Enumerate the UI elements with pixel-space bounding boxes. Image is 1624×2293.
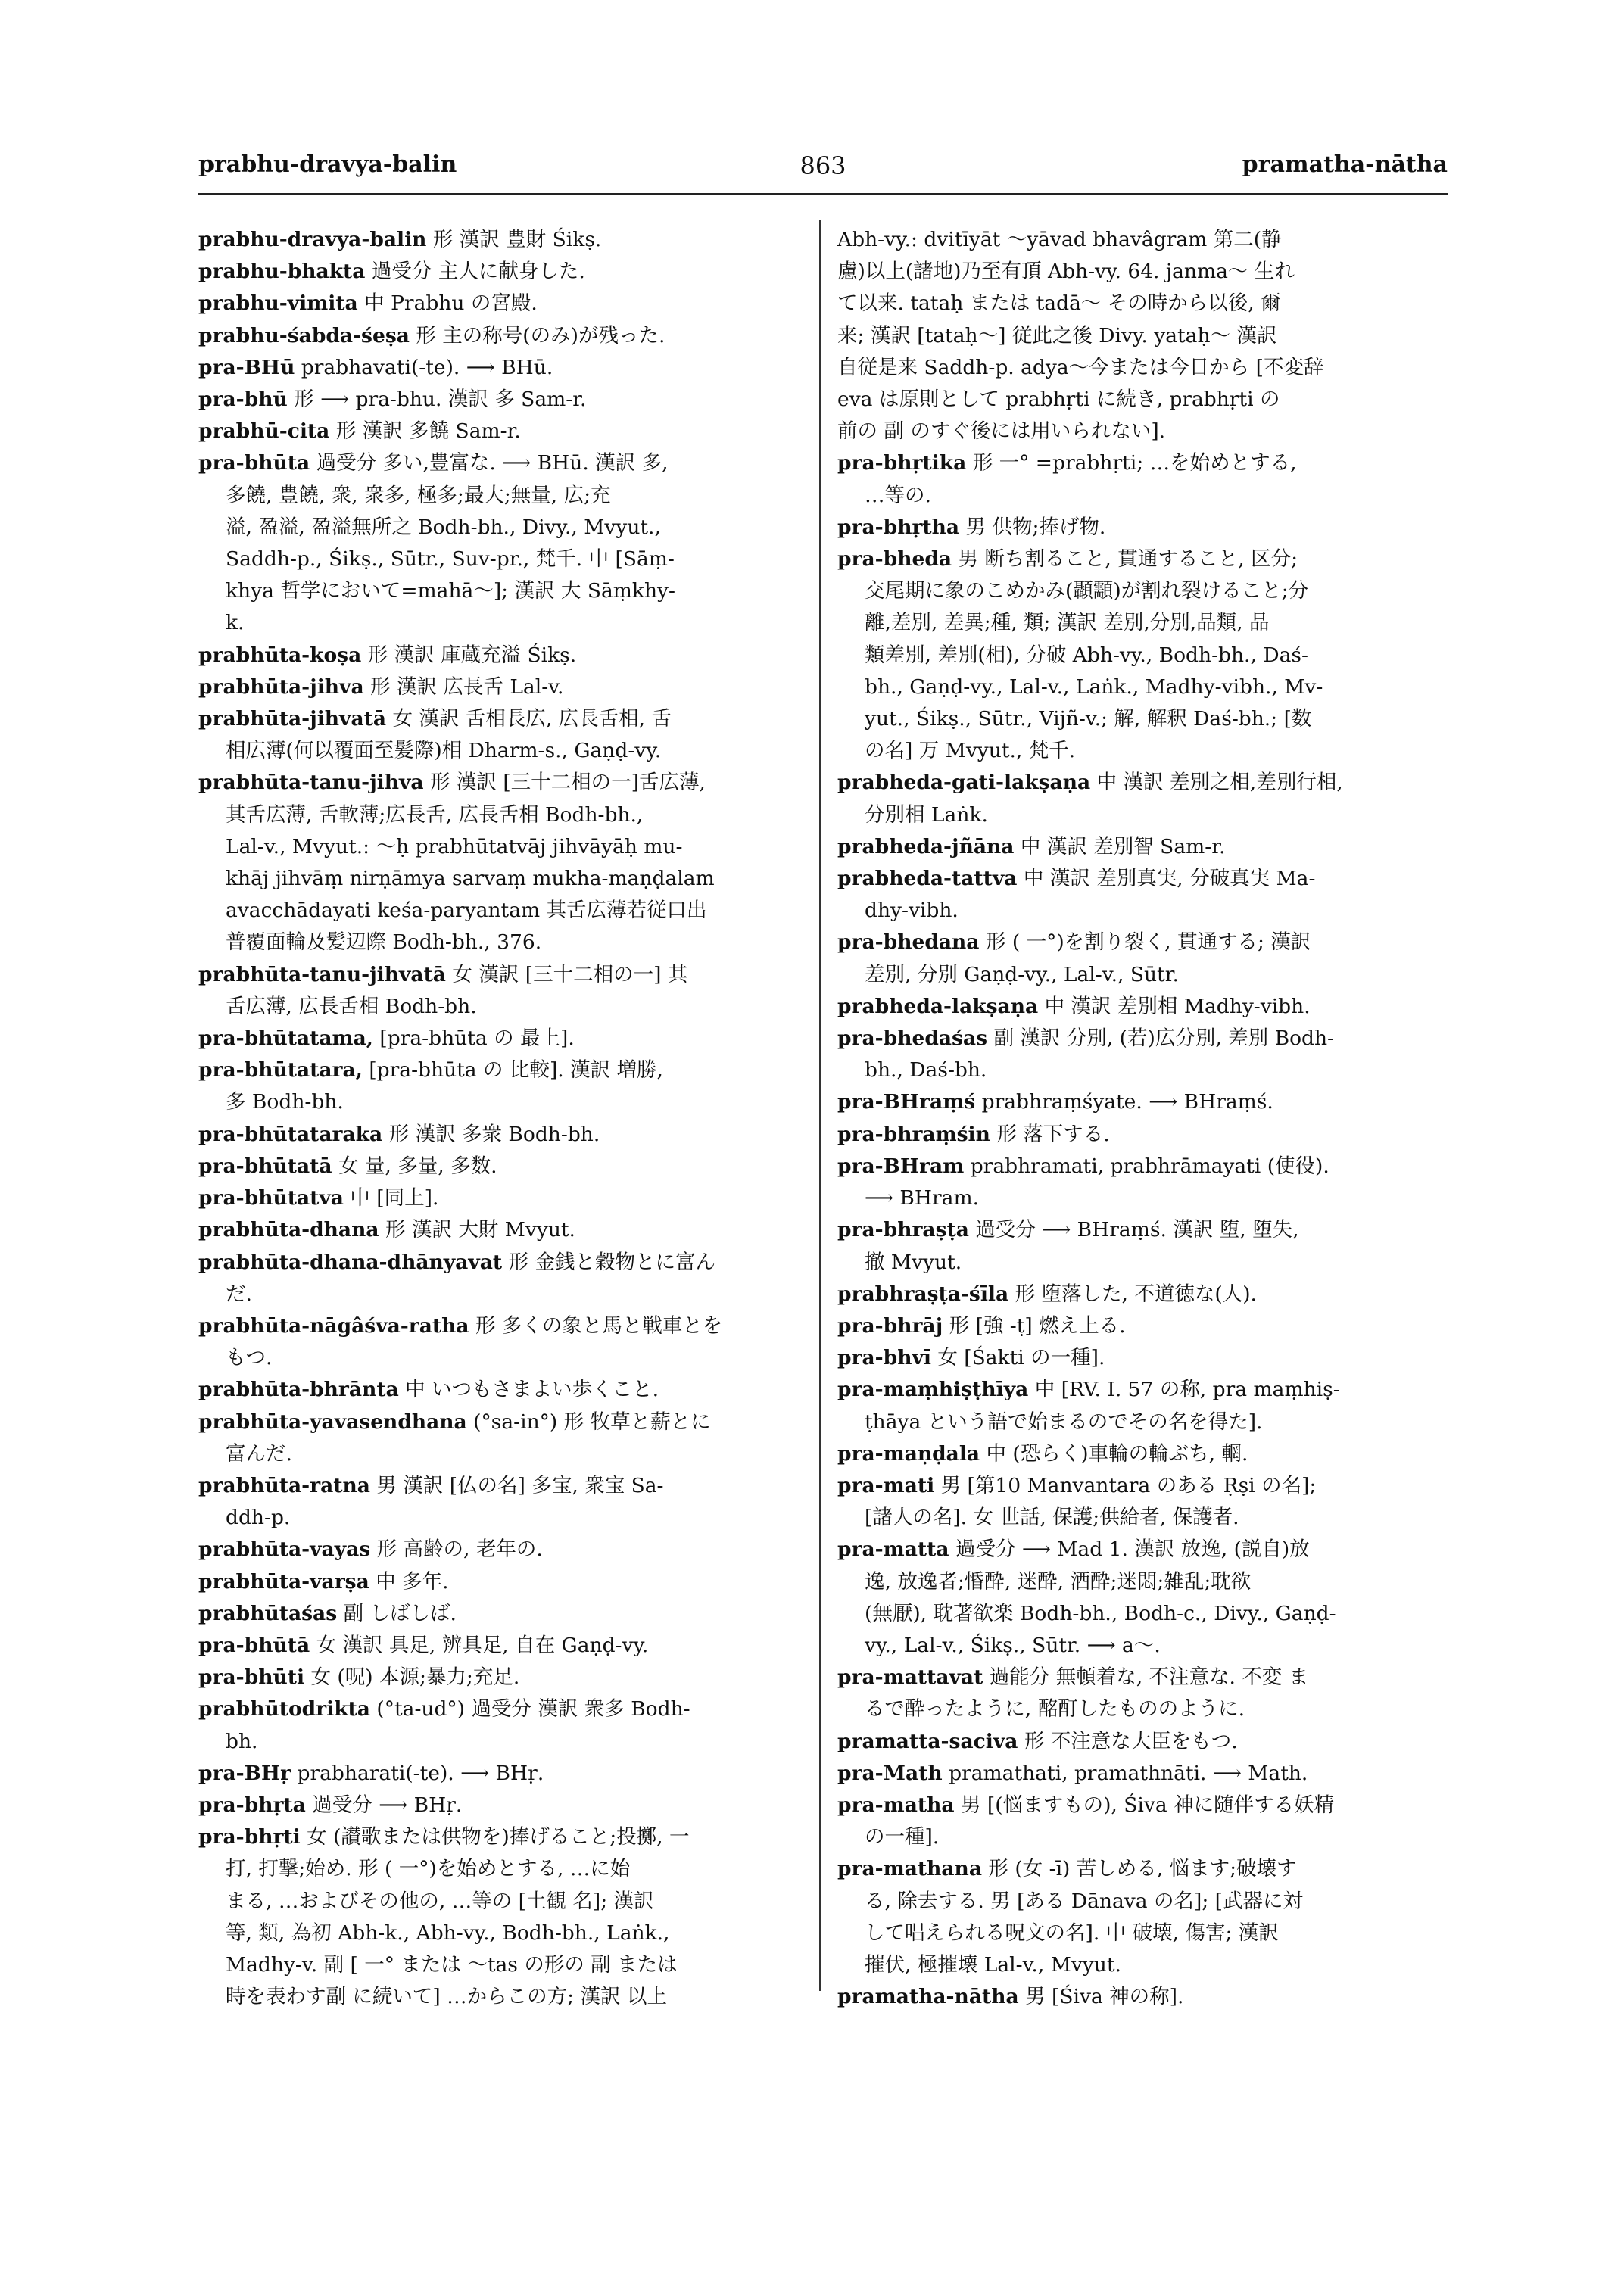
entry-headword: pra-maṃhiṣṭhīya (837, 1378, 1029, 1402)
entry-headword: prabhraṣṭa-śīla (837, 1282, 1009, 1306)
entry-headword: prabheda-jñāna (837, 834, 1015, 858)
entry-headword: pra-bhūtatara, (198, 1058, 363, 1083)
entry-definition: 中 Prabhu の宮殿. (357, 291, 538, 316)
entry-definition: 過能分 無頓着な, 不注意な. 不変 ま るで酔ったように, 酩酊したもののように. (865, 1665, 1309, 1721)
dictionary-entry (198, 1182, 804, 1214)
entry-headword: prabhūta-dhana (198, 1218, 379, 1242)
entry-definition: 中 (恐らく)車輪の輪ぶち, 輞. (980, 1441, 1248, 1466)
entry-definition: 形 高齢の, 老年の. (370, 1537, 543, 1562)
entry-definition: 男 供物;捧げ物. (959, 515, 1106, 539)
entry-definition: 形 漢訳 豊財 Śikṣ. (426, 228, 602, 251)
entry-definition: 中 いつもさまよい歩くこと. (398, 1378, 659, 1402)
dictionary-entry (198, 1310, 804, 1374)
entry-definition: 形 [強 -ṭ] 燃え上る. (943, 1313, 1126, 1338)
header-right-guide-word: pramatha-nātha (1242, 151, 1448, 178)
dictionary-entry (198, 1598, 804, 1630)
entry-headword: pra-mathana (837, 1857, 982, 1881)
entry-headword: prabhūta-dhana-dhānyavat (198, 1250, 503, 1274)
entry-headword: prabhūta-yavasendhana (198, 1410, 467, 1434)
entry-definition: 男 断ち割ること, 貫通すること, 区分; 交尾期に象のこめかみ(顳顬)が割れ裂けること;分 離,差別, 差異;種, 類; 漢訳 差別,分別,品類, 品 類差別, 差別(相), 分破 Abh-vy., Bodh-bh., Daś- bh., Gaṇḍ-vy., Lal-v., Laṅk., Madhy-vibh., Mv- yut., Śikṣ., Sūtr., Vijñ-v.; 解, 解釈 Daś-bh.; [数 の名] 万 Mvyut., 梵千. (865, 547, 1323, 763)
entry-headword: pra-bhūtatā (198, 1154, 332, 1178)
entry-headword: pra-bhraṣṭa (837, 1218, 969, 1242)
entry-headword: pra-matta (837, 1537, 949, 1562)
entry-definition: pramathati, pramathnāti. ⟶ Math. (942, 1761, 1308, 1785)
entry-definition: 形 多くの象と馬と戦車とを もつ. (226, 1313, 723, 1370)
dictionary-entry (837, 224, 1448, 447)
dictionary-entry (198, 288, 804, 319)
dictionary-entry (837, 1342, 1448, 1374)
right-column (837, 224, 1448, 2013)
dictionary-entry (198, 1821, 804, 2013)
dictionary-entry (198, 1790, 804, 1821)
dictionary-entry (837, 1853, 1448, 1981)
entry-definition: 形 落下する. (990, 1122, 1110, 1146)
entry-headword: pra-bhūtā (198, 1633, 310, 1657)
entry-definition: 形 漢訳 多饒 Sam-r. (329, 419, 521, 444)
entry-definition: 女 量, 多量, 多数. (332, 1154, 497, 1178)
entry-definition: 男 [Śiva 神の称]. (1018, 1985, 1184, 2009)
dictionary-entry (837, 927, 1448, 990)
dictionary-entry (837, 1981, 1448, 2013)
entry-headword: pra-bhṛti (198, 1825, 301, 1849)
dictionary-entry (837, 1086, 1448, 1118)
entry-headword: prabhūta-jihvatā (198, 707, 387, 731)
page-number: 863 (800, 151, 846, 180)
entry-headword: pra-bhedaśas (837, 1027, 988, 1051)
entry-definition: [pra-bhūta の 最上]. (372, 1027, 575, 1051)
entry-definition: 男 [(悩ますもの), Śiva 神に随伴する妖精 の一種]. (865, 1793, 1335, 1849)
entry-definition: 形 (女 -ī) 苦しめる, 悩ます;破壊す る, 除去する. 男 [ある Dānava の名]; [武器に対 して唱えられる呪文の名]. 中 破壊, 傷害; 漢訳 摧伏, 極摧壊 Lal-v., Mvyut. (865, 1857, 1304, 1977)
entry-headword: pra-bhū (198, 388, 288, 412)
entry-definition: [pra-bhūta の 比較]. 漢訳 増勝, 多 Bodh-bh. (226, 1058, 663, 1114)
dictionary-entry (837, 1438, 1448, 1470)
entry-headword: pra-bhṛtika (837, 451, 967, 475)
entry-headword: pra-bhṛtha (837, 515, 960, 539)
entry-headword: prabhūta-jihva (198, 675, 364, 699)
dictionary-entry (198, 671, 804, 703)
entry-headword: prabhū-cita (198, 419, 330, 444)
dictionary-entry (837, 1470, 1448, 1534)
column-divider (819, 220, 821, 1991)
entry-headword: prabhūtaśas (198, 1601, 338, 1625)
entry-definition: prabhramati, prabhrāmayati (使役). ⟶ BHram. (865, 1154, 1329, 1210)
entry-headword: pramatta-saciva (837, 1729, 1018, 1753)
entry-headword: prabhu-bhakta (198, 260, 366, 284)
entry-headword: pra-Math (837, 1761, 943, 1785)
dictionary-entry (198, 1630, 804, 1662)
entry-definition: 女 (讃歌または供物を)捧げること;投擲, 一 打, 打撃;始め. 形 ( 一°)を始めとする, …に始 まる, …およびその他の, …等の [土観 名]; 漢訳 等, 類, 為初 Abh-k., Abh-vy., Bodh-bh., Laṅk., Madhy-v. 副 [ 一° または ～tas の形の 副 または 時を表わす副 に続いて] …からこの方; 漢訳 以上 (226, 1825, 690, 2009)
dictionary-entry (198, 256, 804, 288)
entry-headword: prabhūta-vayas (198, 1537, 371, 1562)
entry-headword: pra-bhūtatva (198, 1186, 344, 1210)
entry-definition: 形 漢訳 広長舌 Lal-v. (363, 675, 564, 699)
dictionary-entry (198, 1374, 804, 1406)
entry-definition: Abh-vy.: dvitīyāt ～yāvad bhavâgram 第二(静 慮)以上(諸地)乃至有頂 Abh-vy. 64. janma～ 生れ て以来. tataḥ または tadā～ その時から以後, 爾 来; 漢訳 [tataḥ～] 従此之後 Divy. yataḥ～ 漢訳 自従是来 Saddh-p. adya～今または今日から [不変辞 eva は原則として prabhṛti に続き, prabhṛti の 前の 副 のすぐ後には用いられない]. (837, 228, 1324, 444)
entry-headword: pra-bhūtatama, (198, 1027, 373, 1051)
dictionary-entry (837, 1119, 1448, 1151)
dictionary-entry (837, 512, 1448, 544)
dictionary-entry (198, 1758, 804, 1790)
entry-definition: 過受分 ⟶ Mad 1. 漢訳 放逸, (説自)放 逸, 放逸者;惛酔, 迷酔, 酒酔;迷悶;雑乱;耽欲 (無厭), 耽著欲楽 Bodh-bh., Bodh-c., Divy., Gaṇḍ- vy., Lal-v., Śikṣ., Sūtr. ⟶ a～. (865, 1537, 1336, 1657)
entry-definition: 形 不注意な大臣をもつ. (1018, 1729, 1238, 1753)
entry-headword: pra-bhedana (837, 930, 980, 955)
entry-definition: 男 [第10 Manvantara のある Ṛṣi の名]; [諸人の名]. 女 世話, 保護;供給者, 保護者. (865, 1473, 1317, 1530)
entry-headword: prabhūta-tanu-jihva (198, 771, 424, 795)
dictionary-entry (837, 1023, 1448, 1086)
dictionary-entry (837, 1214, 1448, 1278)
entry-headword: prabhūta-nāgâśva-ratha (198, 1313, 469, 1338)
entry-headword: pra-mattavat (837, 1665, 983, 1690)
dictionary-entry (198, 1055, 804, 1118)
entry-headword: prabheda-gati-lakṣaṇa (837, 771, 1091, 795)
dictionary-entry (198, 1566, 804, 1598)
entry-definition: 形 漢訳 [三十二相の一]舌広薄, 其舌広薄, 舌軟薄;広長舌, 広長舌相 Bodh-bh., Lal-v., Mvyut.: ～ḥ prabhūtatvāj jihvāyāḥ mu- khāj jihvāṃ nirṇāmya sarvaṃ mukha-maṇḍalam avacchādayati keśa-paryantam 其舌広薄若従口出 普覆面輪及髪辺際 Bodh-bh., 376. (226, 771, 715, 955)
dictionary-entry (198, 1214, 804, 1246)
dictionary-entry (837, 447, 1448, 511)
dictionary-entry (198, 224, 804, 256)
dictionary-entry (837, 1758, 1448, 1790)
dictionary-entry (837, 1374, 1448, 1438)
entry-definition: 女 漢訳 具足, 辨具足, 自在 Gaṇḍ-vy. (310, 1633, 649, 1657)
left-column (198, 224, 804, 2013)
dictionary-entry (837, 1310, 1448, 1342)
dictionary-entry (198, 1693, 804, 1757)
entry-headword: pra-bhvī (837, 1346, 931, 1370)
entry-definition: 中 漢訳 差別相 Madhy-vibh. (1038, 994, 1311, 1018)
entry-headword: pra-bhūta (198, 451, 310, 475)
entry-headword: pramatha-nātha (837, 1985, 1019, 2009)
entry-headword: pra-bheda (837, 547, 952, 572)
entry-definition: prabharati(-te). ⟶ BHṛ. (291, 1761, 544, 1785)
entry-definition: 中 漢訳 差別之相,差別行相, 分別相 Laṅk. (865, 771, 1343, 827)
dictionary-entry (198, 320, 804, 352)
entry-headword: pra-bhraṃśin (837, 1122, 990, 1146)
dictionary-entry (198, 640, 804, 671)
entry-definition: 中 漢訳 差別真実, 分破真実 Ma- dhy-vibh. (865, 867, 1316, 923)
dictionary-entry (198, 1534, 804, 1566)
entry-definition: 過受分 ⟶ BHṛ. (305, 1793, 463, 1817)
entry-definition: 副 漢訳 分別, (若)広分別, 差別 Bodh- bh., Daś-bh. (865, 1027, 1335, 1083)
entry-definition: 過受分 ⟶ BHraṃś. 漢訳 堕, 堕失, 撤 Mvyut. (865, 1218, 1299, 1274)
entry-headword: pra-mati (837, 1473, 935, 1497)
dictionary-entry (198, 1247, 804, 1310)
dictionary-entry (198, 703, 804, 767)
entry-definition: 過受分 主人に献身した. (365, 260, 585, 284)
dictionary-entry (198, 767, 804, 958)
entry-definition: prabhavati(-te). ⟶ BHū. (295, 355, 553, 379)
entry-definition: 女 (呪) 本源;暴力;充足. (304, 1665, 520, 1690)
entry-definition: 形 主の称号(のみ)が残った. (409, 323, 665, 347)
dictionary-entry (198, 1407, 804, 1470)
entry-headword: prabhūta-bhrānta (198, 1378, 399, 1402)
entry-headword: prabheda-lakṣaṇa (837, 994, 1039, 1018)
entry-definition: 形 漢訳 庫蔵充溢 Śikṣ. (361, 643, 577, 667)
entry-headword: pra-bhūtataraka (198, 1122, 383, 1146)
entry-definition: 形 漢訳 大財 Mvyut. (379, 1218, 575, 1242)
dictionary-entry (837, 544, 1448, 767)
entry-definition: (°sa-in°) 形 牧草と薪とに 富んだ. (226, 1410, 711, 1466)
entry-headword: prabhu-dravya-balin (198, 228, 427, 251)
entry-headword: prabhūta-ratna (198, 1473, 370, 1497)
running-head (198, 151, 1448, 188)
entry-headword: prabhūta-varṣa (198, 1569, 369, 1594)
entry-definition: (°ta-ud°) 過受分 漢訳 衆多 Bodh- bh. (226, 1697, 690, 1753)
dictionary-entry (198, 1119, 804, 1151)
dictionary-entry (198, 352, 804, 384)
header-left-guide-word: prabhu-dravya-balin (198, 151, 457, 178)
entry-definition: 中 [同上]. (343, 1186, 439, 1210)
entry-definition: 形 堕落した, 不道徳な(人). (1008, 1282, 1257, 1306)
entry-headword: pra-bhrāj (837, 1313, 943, 1338)
dictionary-entry (198, 959, 804, 1023)
entry-definition: 女 [Śakti の一種]. (930, 1346, 1105, 1370)
entry-definition: 過受分 多い,豊富な. ⟶ BHū. 漢訳 多, 多饒, 豊饒, 衆, 衆多, 極多;最大;無量, 広;充 溢, 盈溢, 盈溢無所之 Bodh-bh., Divy., Mvyut., Saddh-p., Śikṣ., Sūtr., Suv-pr., 梵千. 中 [Sāṃ- khya 哲学において=mahā～]; 漢訳 大 Sāṃkhy- k. (226, 451, 675, 635)
dictionary-entry (837, 1790, 1448, 1853)
dictionary-entry (198, 416, 804, 447)
entry-headword: pra-maṇḍala (837, 1441, 980, 1466)
entry-headword: pra-BHram (837, 1154, 965, 1178)
dictionary-entry (198, 447, 804, 639)
entry-definition: 男 漢訳 [仏の名] 多宝, 衆宝 Sa- ddh-p. (226, 1473, 664, 1530)
entry-definition: 女 漢訳 [三十二相の一] 其 舌広薄, 広長舌相 Bodh-bh. (226, 962, 688, 1018)
entry-definition: 形 一° =prabhṛti; …を始めとする, …等の. (865, 451, 1297, 507)
dictionary-entry (198, 1151, 804, 1182)
entry-headword: prabhu-vimita (198, 291, 358, 316)
entry-headword: prabhūta-koṣa (198, 643, 362, 667)
header-rule (198, 193, 1448, 195)
entry-definition: 副 しばしば. (337, 1601, 457, 1625)
entry-definition: 中 [RV. I. 57 の称, pra maṃhiṣ- ṭhāya という語で始まるのでその名を得た]. (865, 1378, 1340, 1434)
entry-definition: 中 多年. (369, 1569, 449, 1594)
entry-definition: prabhraṃśyate. ⟶ BHraṃś. (975, 1090, 1273, 1114)
entry-definition: 形 金銭と穀物とに富ん だ. (226, 1250, 716, 1306)
entry-headword: prabhūta-tanu-jihvatā (198, 962, 446, 986)
dictionary-entry (198, 1662, 804, 1693)
dictionary-entry (198, 384, 804, 416)
dictionary-entry (837, 767, 1448, 830)
entry-headword: prabhu-śabda-śeṣa (198, 323, 410, 347)
dictionary-entry (837, 991, 1448, 1023)
entry-headword: pra-BHraṃś (837, 1090, 976, 1114)
dictionary-entry (198, 1023, 804, 1055)
entry-headword: pra-BHū (198, 355, 295, 379)
entry-headword: prabheda-tattva (837, 867, 1018, 891)
dictionary-entry (837, 1279, 1448, 1310)
entry-headword: pra-BHṛ (198, 1761, 291, 1785)
dictionary-entry (837, 863, 1448, 927)
dictionary-entry (837, 1726, 1448, 1758)
dictionary-entry (837, 1662, 1448, 1725)
entry-headword: prabhūtodrikta (198, 1697, 370, 1721)
entry-headword: pra-matha (837, 1793, 955, 1817)
entry-definition: 女 漢訳 舌相長広, 広長舌相, 舌 相広薄(何以覆面至髪際)相 Dharm-s., Gaṇḍ-vy. (226, 707, 672, 763)
entry-definition: 形 ( 一°)を割り裂く, 貫通する; 漢訳 差別, 分別 Gaṇḍ-vy., Lal-v., Sūtr. (865, 930, 1311, 986)
entry-headword: pra-bhṛta (198, 1793, 306, 1817)
dictionary-entry (198, 1470, 804, 1534)
entry-headword: pra-bhūti (198, 1665, 305, 1690)
dictionary-entry (837, 1151, 1448, 1214)
dictionary-entry (837, 1534, 1448, 1662)
entry-definition: 中 漢訳 差別智 Sam-r. (1014, 834, 1226, 858)
entry-definition: 形 ⟶ pra-bhu. 漢訳 多 Sam-r. (287, 388, 587, 412)
dictionary-entry (837, 831, 1448, 863)
entry-definition: 形 漢訳 多衆 Bodh-bh. (382, 1122, 600, 1146)
